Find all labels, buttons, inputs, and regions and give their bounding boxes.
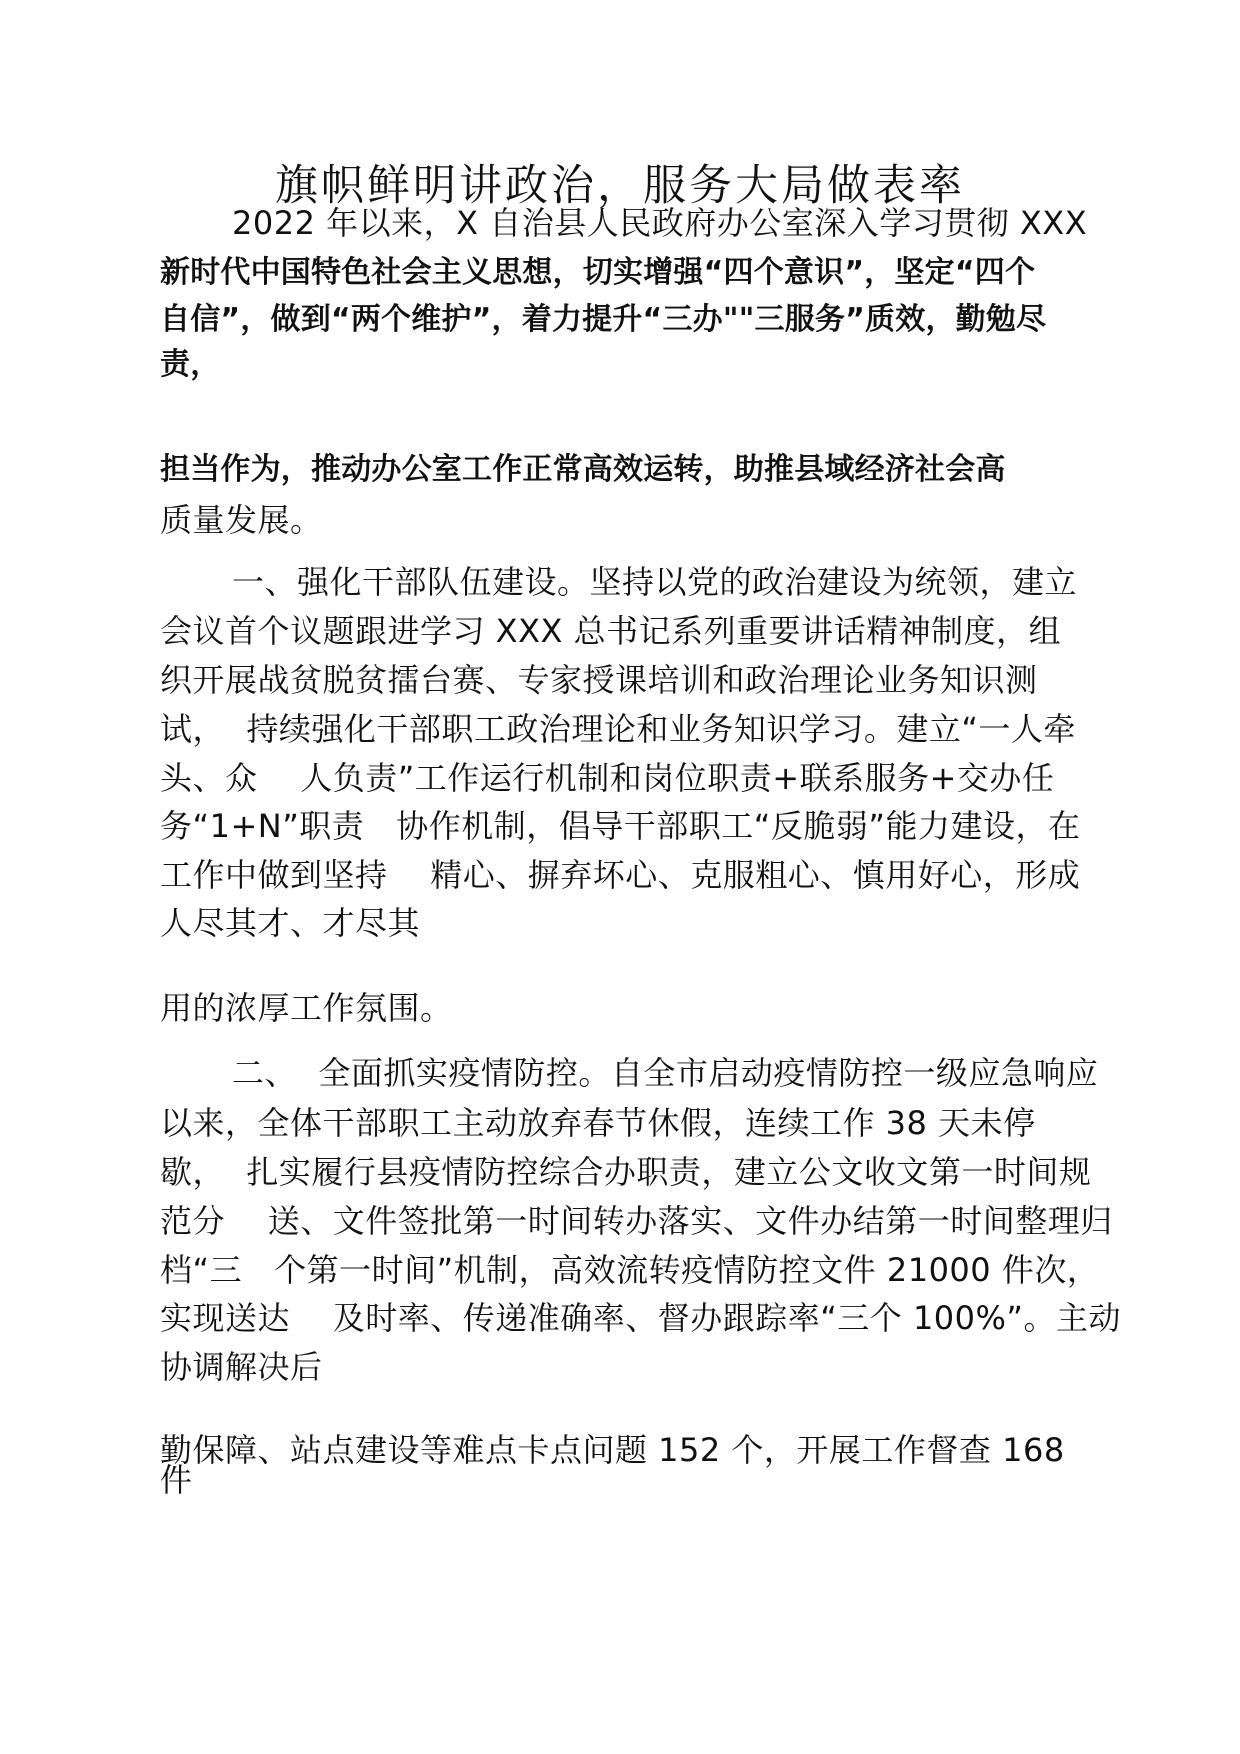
section2-line: 件 — [160, 1461, 193, 1499]
section2-line: 二、 全面抓实疫情防控。自全市启动疫情防控一级应急响应 — [232, 1054, 1099, 1092]
section2-line: 实现送达 及时率、传递准确率、督办跟踪率“三个 100%”。主动 — [160, 1299, 1122, 1337]
intro-line: 新时代中国特色社会主义思想，切实增强“四个意识”，坚定“四个 — [160, 255, 1036, 290]
section1-line: 用的浓厚工作氛围。 — [160, 989, 453, 1027]
section2-line: 档“三 个第一时间”机制，高效流转疫情防控文件 21000 件次， — [160, 1251, 1100, 1289]
intro-line: 质量发展。 — [160, 501, 323, 539]
section1-line: 人尽其才、才尽其 — [160, 904, 421, 942]
section2-line: 以来，全体干部职工主动放弃春节休假，连续工作 38 天未停 — [160, 1104, 1036, 1142]
section1-line: 会议首个议题跟进学习 XXX 总书记系列重要讲话精神制度，组 — [160, 612, 1062, 650]
section1-line: 务“1+N”职责 协作机制，倡导干部职工“反脆弱”能力建设，在 — [160, 807, 1081, 845]
section2-line: 协调解决后 — [160, 1348, 323, 1386]
section2-line: 歇， 扎实履行县疫情防控综合办职责，建立公文收文第一时间规 — [160, 1153, 1092, 1191]
intro-line: 担当作为，推动办公室工作正常高效运转，助推县域经济社会高 — [160, 452, 1006, 487]
section2-line: 勤保障、站点建设等难点卡点问题 152 个，开展工作督查 168 — [160, 1431, 1065, 1469]
intro-line: 自信”，做到“两个维护”，着力提升“三办""三服务”质效，勤勉尽 — [160, 302, 1047, 337]
section1-line: 头、众 人负责”工作运行机制和岗位职责+联系服务+交办任 — [160, 759, 1055, 797]
section1-line: 试， 持续强化干部职工政治理论和业务知识学习。建立“一人牵 — [160, 710, 1076, 748]
section2-line: 范分 送、文件签批第一时间转办落实、文件办结第一时间整理归 — [160, 1202, 1113, 1240]
intro-line: 责， — [160, 347, 221, 382]
section1-line: 一、强化干部队伍建设。坚持以党的政治建设为统领，建立 — [232, 563, 1078, 601]
intro-line: 2022 年以来，X 自治县人民政府办公室深入学习贯彻 XXX — [232, 204, 1088, 242]
document-title: 旗帜鲜明讲政治，服务大局做表率 — [275, 161, 965, 211]
section1-line: 工作中做到坚持 精心、摒弃坏心、克服粗心、慎用好心，形成 — [160, 856, 1081, 894]
section1-line: 织开展战贫脱贫擂台赛、专家授课培训和政治理论业务知识测 — [160, 661, 1038, 699]
